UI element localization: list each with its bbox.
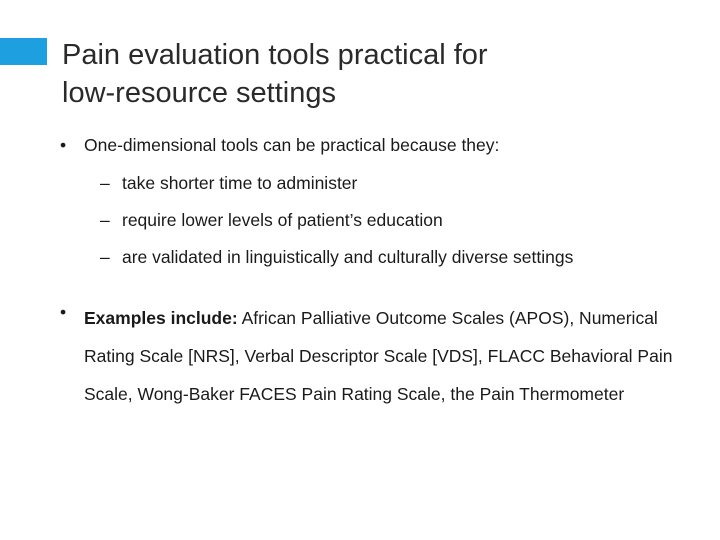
- bullet-item-tools: [60, 132, 680, 158]
- sub-bullet-text: are validated in linguistically and culturally diverse settings: [122, 247, 574, 267]
- dash-marker: –: [100, 247, 110, 267]
- accent-bar: [0, 38, 47, 65]
- sub-bullet-item: [60, 244, 680, 270]
- bullet-marker: •: [60, 135, 67, 155]
- bullet-marker: •: [60, 302, 67, 322]
- sub-bullet-item: [60, 170, 680, 196]
- sub-bullet-text: take shorter time to administer: [122, 173, 358, 193]
- title-line-2: low-resource settings: [62, 77, 336, 109]
- dash-marker: –: [100, 173, 110, 193]
- dash-marker: –: [100, 210, 110, 230]
- title-line-1: Pain evaluation tools practical for: [62, 39, 488, 71]
- examples-label: Examples include:: [84, 308, 238, 328]
- sub-bullet-item: [60, 207, 680, 233]
- examples-text: [84, 299, 680, 413]
- slide-content: [60, 132, 680, 413]
- sub-bullet-list: [60, 170, 680, 270]
- examples-list: African Palliative Outcome Scales (APOS), Numerical Rating Scale [NRS], Verbal Descriptor Scale [VDS], FLACC Behavioral Pain Scale, Wong-Baker FACES Pain Rating Scale, the Pain Thermometer: [84, 308, 673, 404]
- bullet-text: One-dimensional tools can be practical because they:: [84, 135, 500, 155]
- slide-title: [62, 36, 682, 112]
- bullet-item-examples: [60, 299, 680, 413]
- sub-bullet-text: require lower levels of patient’s education: [122, 210, 443, 230]
